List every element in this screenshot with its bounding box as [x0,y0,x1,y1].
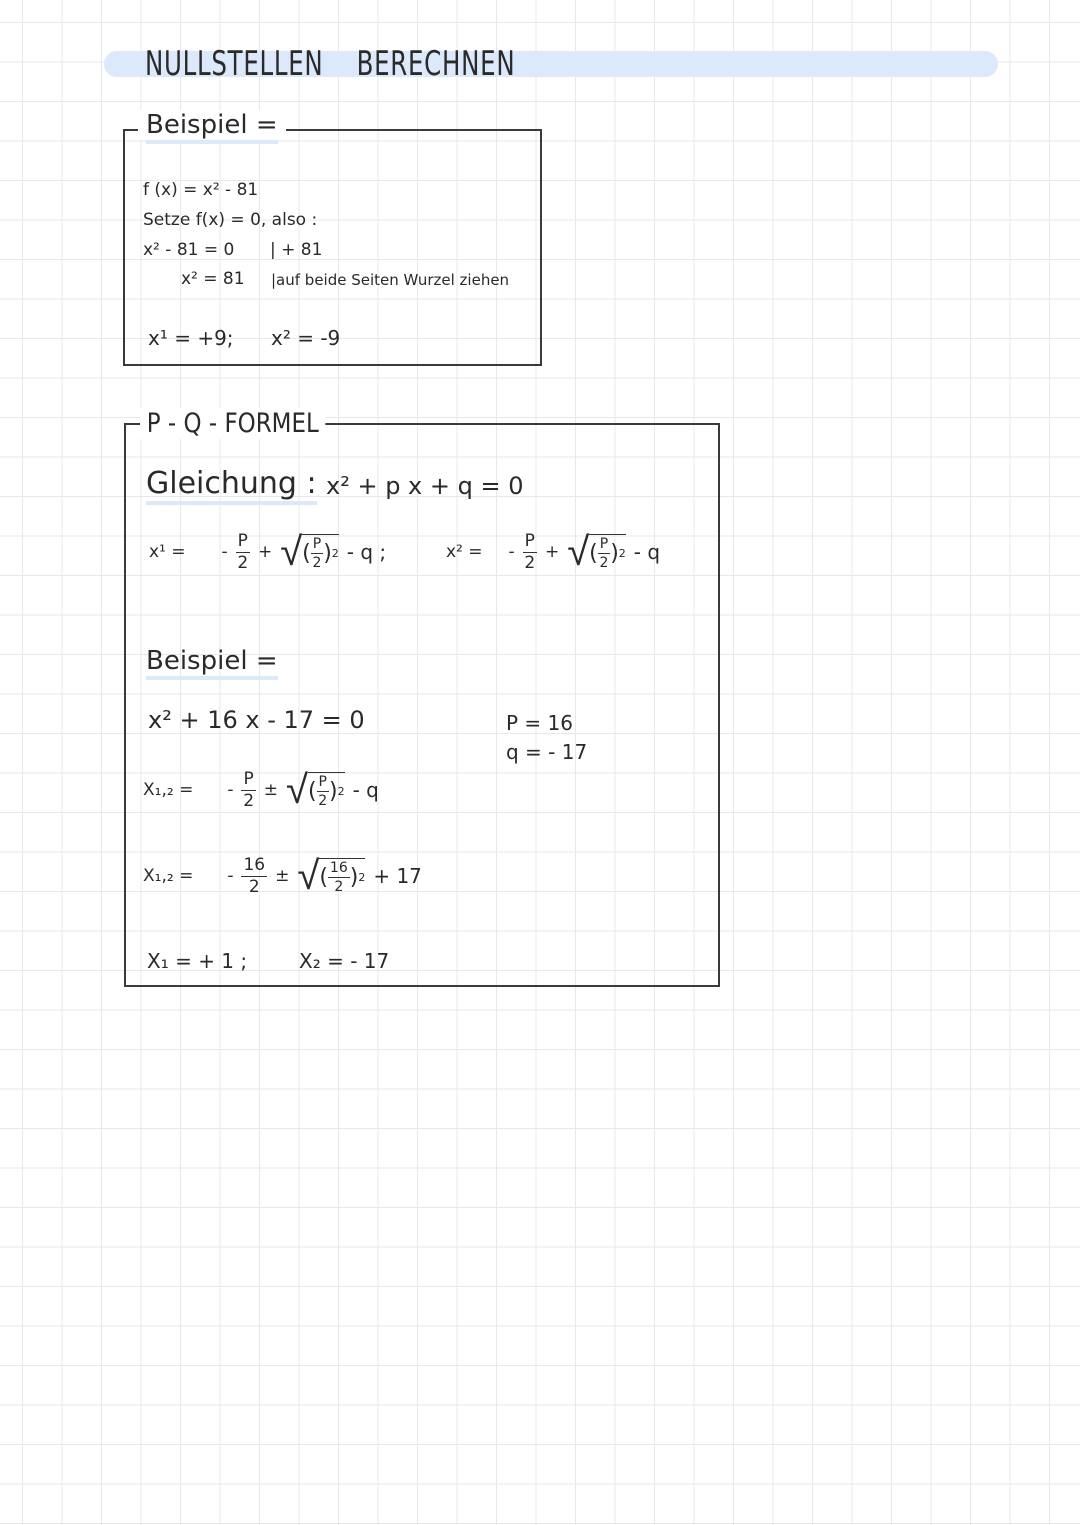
example-line-root-note: |auf beide Seiten Wurzel ziehen [271,271,510,289]
example-label: Beispiel = [138,110,286,140]
final-x2: X₂ = - 17 [299,949,390,973]
page-title: NULLSTELLEN BERECHNEN [145,44,516,84]
plus-sign: + [257,542,273,562]
sqrt-icon: √ [297,853,320,899]
plus-minus-sign: ± [275,866,290,886]
pq-formula-x1 [149,522,386,582]
x12-formula-general [143,760,379,820]
plus-minus-sign: ± [263,780,278,800]
example2-equation: x² + 16 x - 17 = 0 [148,706,365,734]
x2-lhs: x² = [446,542,483,562]
sqrt-term: √ ( $\frac{16}{2}$ ) 2 [297,853,366,899]
example-line-xsquared: x² = 81 [181,269,245,289]
sqrt-icon: √ [285,767,308,813]
sqrt-term: √ ( $\frac{P}{2}$ ) 2 [285,767,345,813]
sqrt-term: √ ( $\frac{P}{2}$ ) 2 [567,529,626,575]
sqrt-icon: √ [567,529,590,575]
minus-sign: - [227,866,234,886]
x1-lhs: x¹ = [149,542,186,562]
p-half-fraction: $\frac{P}{2}$ [524,530,536,573]
example-result-x2: x² = -9 [271,326,341,350]
x12-lhs: X₁,₂ = [143,780,194,800]
sqrt-icon: √ [280,529,303,575]
sqrt-term: √ ( $\frac{P}{2}$ ) 2 [280,529,339,575]
example2-label: Beispiel = [146,646,278,676]
final-x1: X₁ = + 1 ; [147,949,248,973]
minus-sign: - [508,542,515,562]
example-result-x1: x¹ = +9; [148,326,234,350]
x12-lhs: X₁,₂ = [143,866,194,886]
minus-q: - q [352,778,379,802]
plus-17: + 17 [373,864,422,888]
example-line-setze: Setze f(x) = 0, also : [143,210,318,230]
pq-heading: P - Q - FORMEL [140,408,326,439]
p-value: P = 16 [506,711,573,735]
plus-sign: + [544,542,560,562]
pq-formula-x2 [446,522,660,582]
minus-q: - q [633,540,661,564]
sixteen-half-fraction: $\frac{16}{2}$ [243,854,266,897]
example-line-function: f (x) = x² - 81 [143,180,259,200]
gleichung-formula: x² + p x + q = 0 [326,472,524,500]
q-value: q = - 17 [506,740,588,764]
minus-sign: - [227,780,234,800]
example-line-step: | + 81 [270,240,323,260]
minus-q: - q ; [346,540,387,564]
p-half-fraction: $\frac{P}{2}$ [237,530,249,573]
minus-sign: - [221,542,228,562]
p-half-fraction: $\frac{P}{2}$ [243,768,255,811]
gleichung-label: Gleichung : [146,466,317,501]
x12-formula-values [143,846,422,906]
example-line-equation: x² - 81 = 0 [143,240,235,260]
